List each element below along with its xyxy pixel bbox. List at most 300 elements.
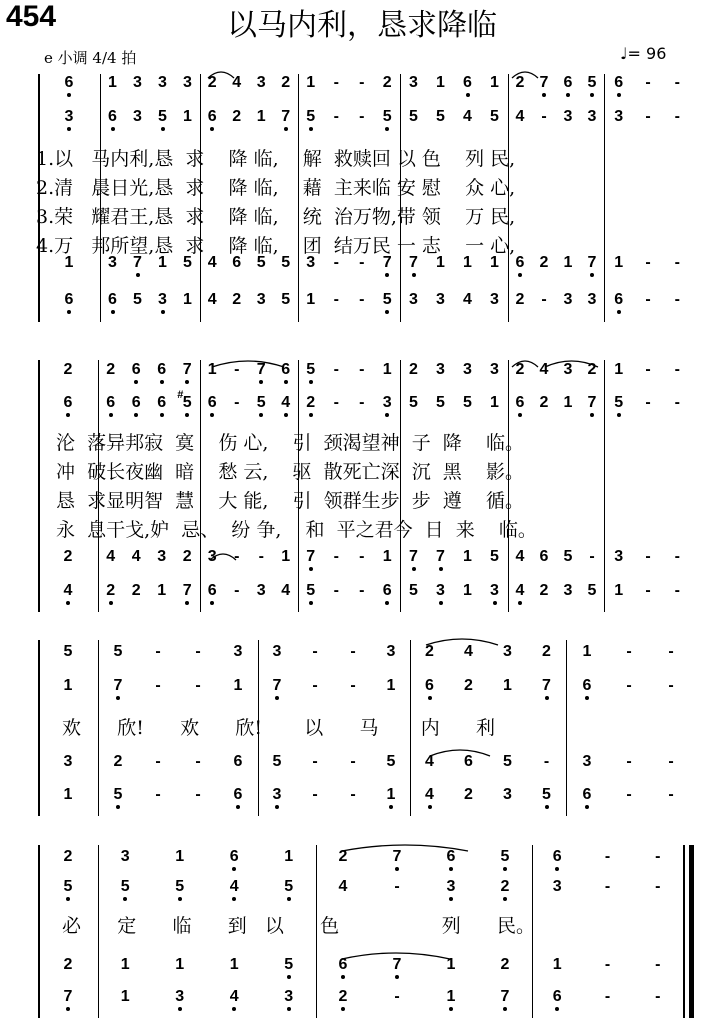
note-2: 2 [539, 582, 549, 599]
octave-dot-low [449, 867, 453, 871]
note-7: 7 [180, 583, 194, 599]
octave-dot-low [466, 93, 470, 97]
note-5: 5 [282, 879, 296, 895]
note-1: 1 [382, 361, 392, 378]
note-5: 5 [540, 787, 554, 803]
dash-rest: - [359, 582, 365, 599]
note-3: 3 [552, 878, 562, 895]
note-5: 5 [61, 879, 75, 895]
note-2: 2 [409, 361, 418, 378]
note-5: 5 [304, 109, 318, 125]
note-1: 1 [614, 361, 624, 378]
octave-dot-low [545, 805, 549, 809]
dash-rest: - [350, 786, 356, 803]
octave-dot-low [341, 1007, 345, 1011]
note-1: 1 [207, 361, 217, 378]
note-5: 5 [436, 394, 445, 411]
dash-rest: - [668, 753, 674, 770]
dash-rest: - [195, 786, 201, 803]
note-2: 2 [515, 74, 525, 91]
key-signature-label: e 小调 4/4 拍 [44, 49, 137, 67]
note-4: 4 [463, 291, 472, 308]
octave-dot-low [518, 601, 522, 605]
dash-rest: - [359, 548, 365, 565]
note-6: 6 [205, 109, 219, 125]
note-5: 5 [380, 292, 394, 308]
note-1: 1 [503, 677, 512, 694]
octave-dot-low [210, 601, 214, 605]
octave-dot-low [617, 413, 621, 417]
note-7: 7 [304, 549, 318, 565]
note-5: 5 [409, 108, 418, 125]
system-1-lyric-line: 2.清 晨日光,恳 求 降 临, 藉 主来临 安 慰 众 心, [36, 177, 516, 199]
note-2: 2 [207, 74, 217, 91]
dash-rest: - [674, 108, 680, 125]
note-3: 3 [380, 395, 394, 411]
note-2: 2 [232, 291, 242, 308]
dash-rest: - [333, 361, 339, 378]
note-1: 1 [229, 956, 239, 973]
note-3: 3 [444, 879, 458, 895]
note-3: 3 [256, 582, 266, 599]
note-3: 3 [563, 291, 573, 308]
note-4: 4 [338, 878, 348, 895]
dash-rest: - [674, 254, 680, 271]
system-3-left-barline [38, 640, 40, 816]
dash-rest: - [234, 582, 240, 599]
dash-rest: - [195, 677, 201, 694]
system-3-lyric-line: 欢 欣! 欢 欣! 以 马 内 利 [62, 717, 496, 739]
note-1: 1 [463, 548, 472, 565]
note-4: 4 [61, 583, 75, 599]
octave-dot-low [493, 601, 497, 605]
note-2: 2 [63, 361, 73, 378]
note-3: 3 [256, 291, 266, 308]
note-6: 6 [155, 362, 169, 378]
note-3: 3 [463, 361, 472, 378]
octave-dot-low [341, 975, 345, 979]
octave-dot-low [259, 413, 263, 417]
slur [212, 358, 284, 368]
octave-dot-low [185, 380, 189, 384]
note-5: 5 [490, 548, 499, 565]
slur [512, 358, 538, 368]
note-3: 3 [563, 108, 573, 125]
octave-dot-low [134, 413, 138, 417]
note-6: 6 [129, 362, 143, 378]
system-2-barline [200, 360, 201, 612]
octave-dot-low [449, 1007, 453, 1011]
note-4: 4 [281, 582, 291, 599]
note-1: 1 [490, 74, 499, 91]
system-2-barline [508, 360, 509, 612]
note-5: 5 [281, 254, 291, 271]
note-6: 6 [550, 849, 564, 865]
note-5: 5 [436, 108, 445, 125]
dash-rest: - [394, 988, 400, 1005]
note-1: 1 [614, 582, 624, 599]
note-5: 5 [256, 254, 266, 271]
octave-dot-low [585, 805, 589, 809]
note-6: 6 [205, 395, 219, 411]
note-7: 7 [61, 989, 75, 1005]
dash-rest: - [155, 643, 161, 660]
dash-rest: - [359, 74, 365, 91]
note-6: 6 [129, 395, 143, 411]
note-4: 4 [515, 548, 525, 565]
note-4: 4 [227, 989, 241, 1005]
octave-dot-low [284, 413, 288, 417]
dash-rest: - [350, 753, 356, 770]
note-2: 2 [106, 361, 116, 378]
note-3: 3 [120, 848, 130, 865]
dash-rest: - [333, 548, 339, 565]
system-1-lyric-line: 4.万 邦所望,恳 求 降 临, 团 结万民 一 志 一 心, [36, 235, 516, 257]
dash-rest: - [645, 548, 651, 565]
note-3: 3 [563, 361, 573, 378]
octave-dot-low [385, 413, 389, 417]
octave-dot-low [123, 897, 127, 901]
slur [342, 842, 468, 852]
note-3: 3 [436, 291, 445, 308]
note-3: 3 [409, 74, 418, 91]
note-5: 5 [585, 75, 599, 91]
tempo-value: = 96 [627, 44, 667, 63]
note-2: 2 [542, 643, 551, 660]
octave-dot-low [309, 380, 313, 384]
note-6: 6 [61, 395, 75, 411]
octave-dot-low [178, 897, 182, 901]
dash-rest: - [626, 753, 632, 770]
note-1: 1 [436, 254, 445, 271]
note-2: 2 [498, 879, 512, 895]
note-6: 6 [423, 678, 437, 694]
octave-dot-low [111, 310, 115, 314]
note-5: 5 [409, 582, 418, 599]
dash-rest: - [604, 878, 611, 895]
note-6: 6 [231, 787, 245, 803]
octave-dot-low [385, 127, 389, 131]
octave-dot-low [210, 127, 214, 131]
dash-rest: - [350, 643, 356, 660]
dash-rest: - [645, 74, 651, 91]
note-3: 3 [587, 108, 597, 125]
octave-dot-low [566, 93, 570, 97]
note-5: 5 [281, 291, 291, 308]
note-2: 2 [304, 395, 318, 411]
note-5: 5 [156, 109, 170, 125]
dash-rest: - [645, 291, 651, 308]
note-1: 1 [563, 394, 573, 411]
octave-dot-low [309, 413, 313, 417]
dash-rest: - [655, 988, 661, 1005]
note-2: 2 [539, 254, 549, 271]
quarter-note-icon: ♩ [620, 44, 628, 63]
note-7: 7 [380, 255, 394, 271]
note-5: 5 [490, 108, 499, 125]
note-6: 6 [62, 292, 76, 308]
note-1: 1 [284, 848, 294, 865]
dash-rest: - [359, 254, 365, 271]
note-2: 2 [63, 548, 73, 565]
dash-rest: - [155, 753, 161, 770]
note-5: 5 [304, 583, 318, 599]
octave-dot-low [385, 273, 389, 277]
note-4: 4 [423, 787, 437, 803]
note-4: 4 [463, 108, 472, 125]
note-1: 1 [563, 254, 573, 271]
note-7: 7 [585, 255, 599, 271]
note-2: 2 [131, 582, 141, 599]
octave-dot-low [161, 127, 165, 131]
note-2: 2 [336, 989, 350, 1005]
octave-dot-low [389, 805, 393, 809]
octave-dot-low [590, 93, 594, 97]
dash-rest: - [541, 108, 547, 125]
slur [342, 950, 450, 960]
note-5: 5 [118, 879, 132, 895]
dash-rest: - [541, 291, 547, 308]
dash-rest: - [674, 394, 680, 411]
octave-dot-low [287, 897, 291, 901]
octave-dot-low [428, 696, 432, 700]
octave-dot-low [555, 1007, 559, 1011]
note-3: 3 [587, 291, 597, 308]
note-5: 5 [503, 753, 512, 770]
octave-dot-low [185, 413, 189, 417]
octave-dot-low [116, 696, 120, 700]
note-1: 1 [120, 956, 130, 973]
note-2: 2 [382, 74, 392, 91]
octave-dot-low [134, 380, 138, 384]
octave-dot-low [503, 897, 507, 901]
note-3: 3 [63, 753, 73, 770]
note-1: 1 [382, 548, 392, 565]
note-1: 1 [281, 548, 291, 565]
dash-rest: - [195, 753, 201, 770]
note-5: 5 [563, 548, 573, 565]
note-5: 5 [612, 395, 626, 411]
dash-rest: - [674, 582, 680, 599]
note-3: 3 [173, 989, 187, 1005]
dash-rest: - [674, 74, 680, 91]
dash-rest: - [645, 361, 651, 378]
note-1: 1 [175, 956, 185, 973]
slur [210, 551, 236, 561]
note-7: 7 [270, 678, 284, 694]
note-1: 1 [63, 677, 73, 694]
octave-dot-low [412, 273, 416, 277]
octave-dot-low [439, 601, 443, 605]
note-5: 5 [183, 254, 192, 271]
note-1: 1 [183, 108, 192, 125]
dash-rest: - [195, 643, 201, 660]
system-1-barline [604, 74, 605, 322]
dash-rest: - [645, 582, 651, 599]
note-5: 5 [111, 787, 125, 803]
system-4-final-barline-thick [689, 845, 694, 1018]
octave-dot-low [412, 567, 416, 571]
system-2-lyric-line: 恳 求显明智 慧 大 能, 引 领群生步 步 遵 循。 [56, 490, 524, 512]
octave-dot-low [275, 696, 279, 700]
system-1-lyric-line: 3.荣 耀君王,恳 求 降 临, 统 治万物,带 领 万 民, [36, 206, 516, 228]
octave-dot-low [67, 127, 71, 131]
note-6: 6 [106, 292, 120, 308]
dash-rest: - [333, 108, 339, 125]
note-5: 5 [380, 109, 394, 125]
note-4: 4 [106, 548, 116, 565]
dash-rest: - [626, 643, 632, 660]
note-7: 7 [407, 549, 421, 565]
note-7: 7 [131, 255, 145, 271]
octave-dot-low [518, 413, 522, 417]
octave-dot-low [160, 413, 164, 417]
octave-dot-low [109, 413, 113, 417]
note-2: 2 [338, 848, 348, 865]
note-3: 3 [183, 74, 192, 91]
note-1: 1 [614, 254, 624, 271]
note-7: 7 [434, 549, 448, 565]
note-6: 6 [62, 75, 76, 91]
octave-dot-low [210, 413, 214, 417]
note-6: 6 [279, 362, 293, 378]
note-4: 4 [425, 753, 434, 770]
note-1: 1 [490, 254, 499, 271]
octave-dot-low [116, 805, 120, 809]
note-3: 3 [503, 643, 512, 660]
octave-dot-low [66, 1007, 70, 1011]
note-7: 7 [254, 362, 268, 378]
note-1: 1 [158, 254, 167, 271]
octave-dot-low [111, 127, 115, 131]
note-3: 3 [272, 643, 282, 660]
note-1: 1 [183, 291, 192, 308]
note-3: 3 [306, 254, 316, 271]
dash-rest: - [359, 361, 365, 378]
dash-rest: - [604, 956, 611, 973]
system-2-barline [98, 360, 99, 612]
dash-rest: - [626, 786, 632, 803]
dash-rest: - [394, 878, 400, 895]
system-1-lyric-line: 1.以 马内利,恳 求 降 临, 解 救赎回 以 色 列 民, [36, 148, 516, 170]
note-3: 3 [488, 583, 502, 599]
slur [430, 747, 490, 757]
dash-rest: - [312, 786, 318, 803]
dash-rest: - [668, 677, 674, 694]
dash-rest: - [604, 988, 611, 1005]
note-1: 1 [436, 74, 445, 91]
octave-dot-low [449, 897, 453, 901]
note-6: 6 [227, 849, 241, 865]
dash-rest: - [655, 878, 661, 895]
dash-rest: - [359, 291, 365, 308]
octave-dot-low [161, 310, 165, 314]
note-5: 5 [254, 395, 268, 411]
note-6: 6 [380, 583, 394, 599]
octave-dot-low [617, 310, 621, 314]
note-2: 2 [63, 956, 73, 973]
system-2-lyric-line: 永 息干戈,妒 忌、 纷 争, 和 平之君今 日 来 临。 [56, 519, 537, 541]
note-6: 6 [444, 849, 458, 865]
octave-dot-low [309, 567, 313, 571]
dash-rest: - [155, 786, 161, 803]
note-1: 1 [444, 989, 458, 1005]
dash-rest: - [155, 677, 161, 694]
note-2: 2 [464, 677, 473, 694]
note-7: 7 [540, 678, 554, 694]
octave-dot-low [503, 1007, 507, 1011]
octave-dot-low [287, 1007, 291, 1011]
note-6: 6 [155, 395, 169, 411]
hymn-number: 454 [6, 0, 57, 33]
slur [208, 69, 234, 79]
note-7: 7 [111, 678, 125, 694]
note-6: 6 [561, 75, 575, 91]
dash-rest: - [604, 848, 611, 865]
note-6: 6 [539, 548, 549, 565]
octave-dot-low [590, 413, 594, 417]
note-5: 5 [463, 394, 472, 411]
dash-rest: - [234, 361, 240, 378]
dash-rest: - [626, 677, 632, 694]
system-4-lyric-line: 必 定 临 到 以 色 列 民。 [62, 915, 535, 937]
note-6: 6 [461, 75, 475, 91]
note-1: 1 [306, 291, 316, 308]
note-7: 7 [390, 849, 404, 865]
dash-rest: - [655, 956, 661, 973]
note-5: 5 [63, 643, 73, 660]
dash-rest: - [359, 394, 365, 411]
note-4: 4 [232, 74, 242, 91]
octave-dot-low [275, 805, 279, 809]
note-7: 7 [390, 957, 404, 973]
octave-dot-low [232, 867, 236, 871]
note-2: 2 [281, 74, 291, 91]
dash-rest: - [674, 361, 680, 378]
octave-dot-low [545, 696, 549, 700]
octave-dot-low [309, 601, 313, 605]
dash-rest: - [333, 291, 339, 308]
note-3: 3 [133, 108, 142, 125]
note-5: 5 [409, 394, 418, 411]
dash-rest: - [333, 582, 339, 599]
octave-dot-low [160, 380, 164, 384]
dash-rest: - [350, 677, 356, 694]
system-2-lyric-line: 冲 破长夜幽 暗 愁 云, 驱 散死亡深 沉 黑 影。 [56, 461, 524, 483]
note-3: 3 [233, 643, 243, 660]
note-3: 3 [133, 74, 142, 91]
note-5: 5 [587, 582, 597, 599]
slur [426, 636, 498, 646]
note-1: 1 [233, 677, 243, 694]
note-6: 6 [612, 292, 626, 308]
note-5: 5 [304, 362, 318, 378]
octave-dot-low [232, 897, 236, 901]
octave-dot-low [395, 867, 399, 871]
note-1: 1 [446, 956, 456, 973]
note-3: 3 [490, 291, 499, 308]
note-3: 3 [490, 361, 499, 378]
note-5: 5 [272, 753, 282, 770]
dash-rest: - [359, 108, 365, 125]
octave-dot-low [259, 380, 263, 384]
octave-dot-low [66, 897, 70, 901]
note-2: 2 [587, 361, 597, 378]
note-2: 2 [500, 956, 510, 973]
system-4-final-barline-thin [683, 845, 685, 1018]
note-1: 1 [64, 254, 74, 271]
note-3: 3 [207, 548, 217, 565]
